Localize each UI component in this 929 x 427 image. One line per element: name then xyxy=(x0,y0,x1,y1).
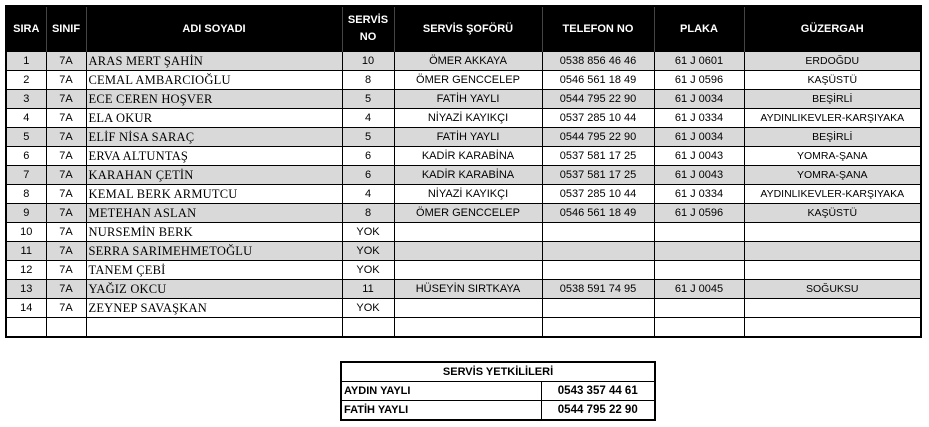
table-row xyxy=(6,52,921,71)
table-row xyxy=(6,204,921,223)
cell-sinif: 7A xyxy=(46,280,86,299)
cell-servis-no: 11 xyxy=(342,280,394,299)
header-servis-soforu: SERVİS ŞOFÖRÜ xyxy=(394,6,542,52)
cell-plaka: 61 J 0034 xyxy=(654,90,744,109)
cell-servis-soforu: KADİR KARABİNA xyxy=(394,147,542,166)
cell-servis-no: YOK xyxy=(342,223,394,242)
cell-telefon-no: 0546 561 18 49 xyxy=(542,71,654,90)
table-row xyxy=(6,185,921,204)
cell-sira: 3 xyxy=(6,90,46,109)
cell-plaka: 61 J 0334 xyxy=(654,109,744,128)
table-body xyxy=(6,52,921,338)
cell-plaka: 61 J 0596 xyxy=(654,71,744,90)
header-telefon-no: TELEFON NO xyxy=(542,6,654,52)
empty-cell xyxy=(744,318,921,338)
authority-name: FATİH YAYLI xyxy=(341,401,541,421)
cell-telefon-no: 0537 285 10 44 xyxy=(542,185,654,204)
cell-sira: 14 xyxy=(6,299,46,318)
cell-telefon-no xyxy=(542,261,654,280)
empty-cell xyxy=(46,318,86,338)
cell-sira: 12 xyxy=(6,261,46,280)
cell-guzergah: KAŞÜSTÜ xyxy=(744,71,921,90)
cell-guzergah: BEŞİRLİ xyxy=(744,90,921,109)
cell-servis-no: 4 xyxy=(342,109,394,128)
cell-guzergah xyxy=(744,261,921,280)
authorities-title: SERVİS YETKİLİLERİ xyxy=(341,362,655,382)
header-sira: SIRA xyxy=(6,6,46,52)
cell-plaka xyxy=(654,299,744,318)
empty-cell xyxy=(654,318,744,338)
cell-sinif: 7A xyxy=(46,128,86,147)
cell-adi-soyadi: ELİF NİSA SARAÇ xyxy=(86,128,342,147)
cell-adi-soyadi: CEMAL AMBARCIOĞLU xyxy=(86,71,342,90)
authorities-title-row xyxy=(341,362,655,382)
cell-sira: 9 xyxy=(6,204,46,223)
cell-adi-soyadi: KEMAL BERK ARMUTCU xyxy=(86,185,342,204)
cell-servis-no: YOK xyxy=(342,242,394,261)
cell-telefon-no: 0537 581 17 25 xyxy=(542,166,654,185)
cell-plaka xyxy=(654,242,744,261)
header-servis-no-line1: SERVİS xyxy=(347,14,389,26)
cell-plaka: 61 J 0034 xyxy=(654,128,744,147)
cell-servis-soforu: FATİH YAYLI xyxy=(394,90,542,109)
cell-sira: 8 xyxy=(6,185,46,204)
cell-servis-soforu: ÖMER GENCCELEP xyxy=(394,71,542,90)
empty-cell xyxy=(6,318,46,338)
empty-cell xyxy=(394,318,542,338)
cell-servis-soforu xyxy=(394,242,542,261)
cell-servis-soforu: FATİH YAYLI xyxy=(394,128,542,147)
cell-servis-no: YOK xyxy=(342,299,394,318)
cell-servis-no: 6 xyxy=(342,147,394,166)
cell-sira: 7 xyxy=(6,166,46,185)
cell-sira: 13 xyxy=(6,280,46,299)
table-row xyxy=(6,261,921,280)
cell-sinif: 7A xyxy=(46,71,86,90)
cell-servis-no: 10 xyxy=(342,52,394,71)
empty-row xyxy=(6,318,921,338)
cell-guzergah: BEŞİRLİ xyxy=(744,128,921,147)
cell-servis-soforu: NİYAZİ KAYIKÇI xyxy=(394,109,542,128)
cell-telefon-no xyxy=(542,242,654,261)
cell-sinif: 7A xyxy=(46,299,86,318)
cell-sira: 1 xyxy=(6,52,46,71)
cell-telefon-no: 0538 591 74 95 xyxy=(542,280,654,299)
cell-plaka xyxy=(654,223,744,242)
cell-sinif: 7A xyxy=(46,90,86,109)
cell-servis-no: 6 xyxy=(342,166,394,185)
cell-servis-soforu xyxy=(394,223,542,242)
cell-adi-soyadi: TANEM ÇEBİ xyxy=(86,261,342,280)
table-row xyxy=(6,242,921,261)
cell-adi-soyadi: ERVA ALTUNTAŞ xyxy=(86,147,342,166)
cell-telefon-no: 0544 795 22 90 xyxy=(542,128,654,147)
cell-servis-no: 5 xyxy=(342,128,394,147)
cell-sira: 10 xyxy=(6,223,46,242)
authority-phone: 0544 795 22 90 xyxy=(541,401,655,421)
cell-telefon-no: 0546 561 18 49 xyxy=(542,204,654,223)
authority-row xyxy=(341,401,655,421)
table-row xyxy=(6,109,921,128)
cell-sinif: 7A xyxy=(46,204,86,223)
cell-adi-soyadi: KARAHAN ÇETİN xyxy=(86,166,342,185)
table-row xyxy=(6,128,921,147)
empty-cell xyxy=(86,318,342,338)
cell-servis-soforu xyxy=(394,261,542,280)
cell-servis-no: YOK xyxy=(342,261,394,280)
cell-sinif: 7A xyxy=(46,109,86,128)
cell-telefon-no: 0537 285 10 44 xyxy=(542,109,654,128)
table-row xyxy=(6,166,921,185)
cell-guzergah: KAŞÜSTÜ xyxy=(744,204,921,223)
cell-telefon-no: 0544 795 22 90 xyxy=(542,90,654,109)
service-authorities-table xyxy=(340,361,656,421)
cell-servis-soforu xyxy=(394,299,542,318)
cell-telefon-no xyxy=(542,223,654,242)
cell-guzergah: YOMRA-ŞANA xyxy=(744,166,921,185)
authority-name: AYDIN YAYLI xyxy=(341,382,541,401)
cell-telefon-no: 0537 581 17 25 xyxy=(542,147,654,166)
cell-guzergah xyxy=(744,242,921,261)
cell-sinif: 7A xyxy=(46,242,86,261)
cell-guzergah: AYDINLIKEVLER-KARŞIYAKA xyxy=(744,109,921,128)
cell-servis-soforu: NİYAZİ KAYIKÇI xyxy=(394,185,542,204)
cell-servis-soforu: ÖMER AKKAYA xyxy=(394,52,542,71)
cell-guzergah: SOĞUKSU xyxy=(744,280,921,299)
cell-plaka: 61 J 0045 xyxy=(654,280,744,299)
cell-adi-soyadi: ECE CEREN HOŞVER xyxy=(86,90,342,109)
cell-plaka xyxy=(654,261,744,280)
student-service-table xyxy=(5,5,922,338)
cell-sira: 6 xyxy=(6,147,46,166)
cell-adi-soyadi: ARAS MERT ŞAHİN xyxy=(86,52,342,71)
cell-telefon-no: 0538 856 46 46 xyxy=(542,52,654,71)
cell-plaka: 61 J 0596 xyxy=(654,204,744,223)
authority-phone: 0543 357 44 61 xyxy=(541,382,655,401)
cell-sira: 4 xyxy=(6,109,46,128)
cell-sinif: 7A xyxy=(46,261,86,280)
cell-plaka: 61 J 0043 xyxy=(654,147,744,166)
table-row xyxy=(6,71,921,90)
cell-servis-soforu: ÖMER GENCCELEP xyxy=(394,204,542,223)
header-plaka: PLAKA xyxy=(654,6,744,52)
table-row xyxy=(6,223,921,242)
cell-servis-no: 5 xyxy=(342,90,394,109)
cell-sinif: 7A xyxy=(46,185,86,204)
cell-adi-soyadi: NURSEMİN BERK xyxy=(86,223,342,242)
cell-adi-soyadi: YAĞIZ OKCU xyxy=(86,280,342,299)
table-row xyxy=(6,90,921,109)
header-adi-soyadi: ADI SOYADI xyxy=(86,6,342,52)
cell-servis-no: 4 xyxy=(342,185,394,204)
cell-plaka: 61 J 0043 xyxy=(654,166,744,185)
cell-sinif: 7A xyxy=(46,166,86,185)
cell-guzergah: AYDINLIKEVLER-KARŞIYAKA xyxy=(744,185,921,204)
authority-row xyxy=(341,382,655,401)
table-row xyxy=(6,280,921,299)
header-sinif: SINIF xyxy=(46,6,86,52)
header-servis-no xyxy=(342,6,394,52)
cell-adi-soyadi: METEHAN ASLAN xyxy=(86,204,342,223)
cell-adi-soyadi: SERRA SARIMEHMETOĞLU xyxy=(86,242,342,261)
empty-cell xyxy=(342,318,394,338)
cell-guzergah xyxy=(744,299,921,318)
cell-servis-soforu: KADİR KARABİNA xyxy=(394,166,542,185)
cell-telefon-no xyxy=(542,299,654,318)
cell-sinif: 7A xyxy=(46,147,86,166)
empty-cell xyxy=(542,318,654,338)
cell-sira: 2 xyxy=(6,71,46,90)
cell-guzergah xyxy=(744,223,921,242)
cell-guzergah: YOMRA-ŞANA xyxy=(744,147,921,166)
cell-guzergah: ERDOĞDU xyxy=(744,52,921,71)
cell-sira: 11 xyxy=(6,242,46,261)
header-guzergah: GÜZERGAH xyxy=(744,6,921,52)
cell-plaka: 61 J 0601 xyxy=(654,52,744,71)
table-row xyxy=(6,147,921,166)
cell-sinif: 7A xyxy=(46,223,86,242)
cell-plaka: 61 J 0334 xyxy=(654,185,744,204)
table-row xyxy=(6,299,921,318)
cell-servis-no: 8 xyxy=(342,71,394,90)
cell-servis-no: 8 xyxy=(342,204,394,223)
header-row xyxy=(6,6,921,52)
cell-adi-soyadi: ZEYNEP SAVAŞKAN xyxy=(86,299,342,318)
cell-adi-soyadi: ELA OKUR xyxy=(86,109,342,128)
cell-sinif: 7A xyxy=(46,52,86,71)
header-servis-no-line2: NO xyxy=(359,31,377,43)
cell-servis-soforu: HÜSEYİN SIRTKAYA xyxy=(394,280,542,299)
cell-sira: 5 xyxy=(6,128,46,147)
